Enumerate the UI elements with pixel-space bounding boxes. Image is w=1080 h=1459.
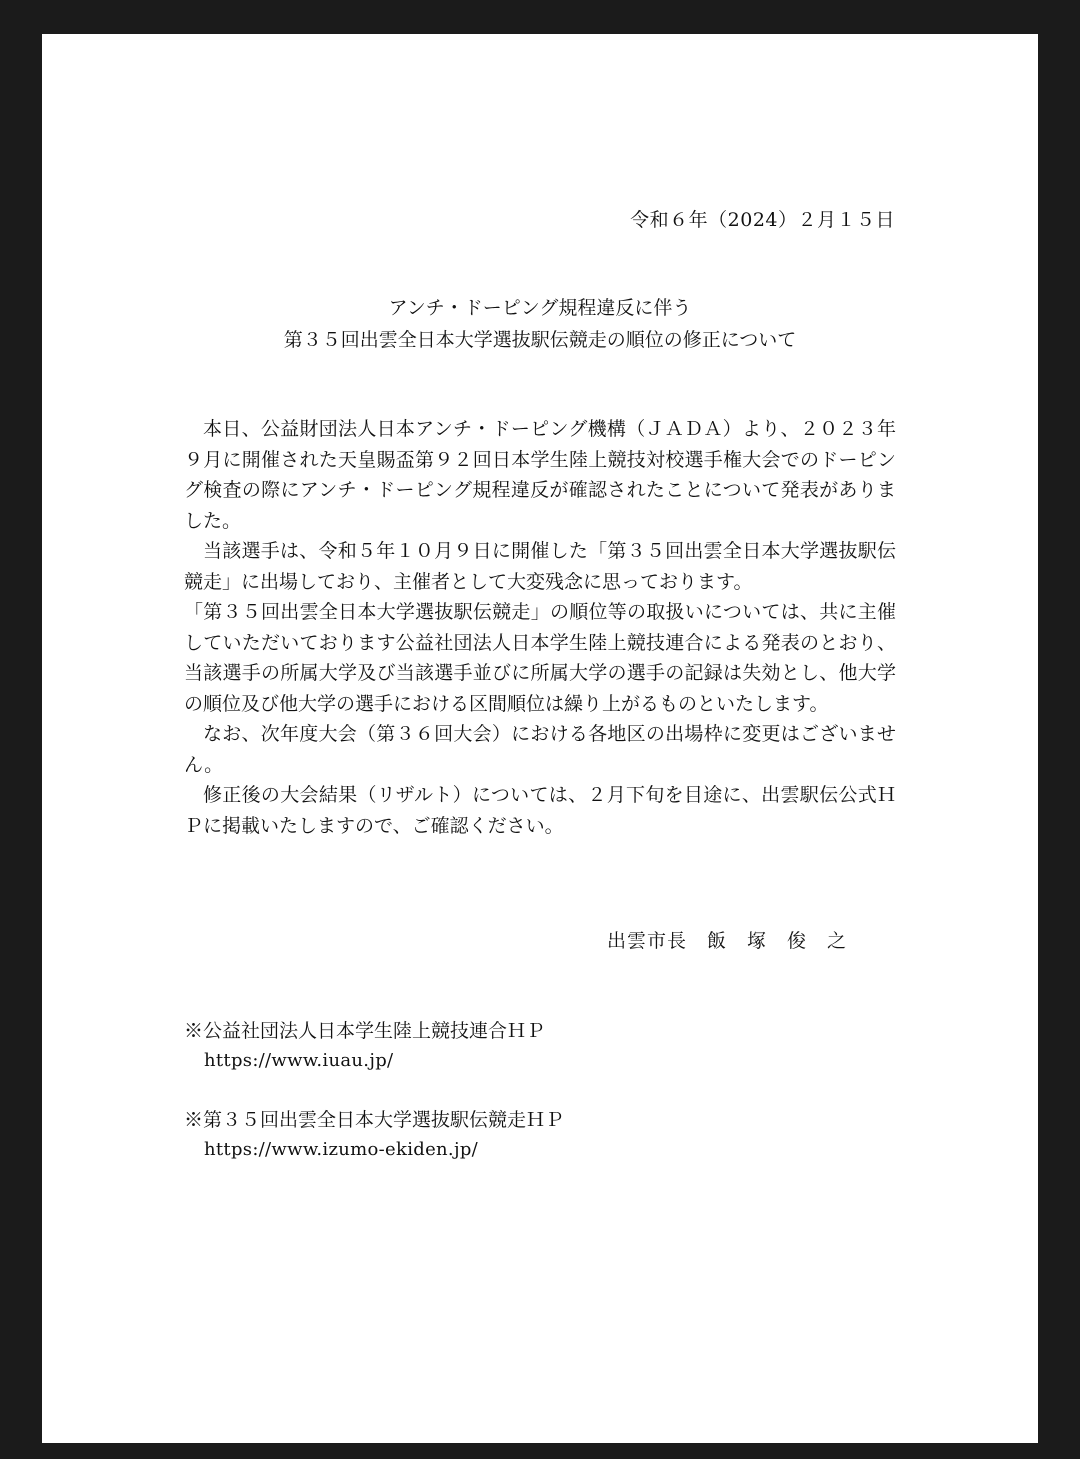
note-iuau (184, 1016, 545, 1076)
signature: 出雲市長 飯 塚 俊 之 (607, 930, 848, 952)
note-izumo-ekiden-label: ※第３５回出雲全日本大学選抜駅伝競走ＨＰ (184, 1109, 565, 1131)
title-line-1: アンチ・ドーピング規程違反に伴う (388, 297, 692, 319)
note-izumo-ekiden (184, 1105, 564, 1165)
title-line-2: 第３５回出雲全日本大学選抜駅伝競走の順位の修正について (283, 329, 797, 351)
note-iuau-label: ※公益社団法人日本学生陸上競技連合ＨＰ (184, 1020, 546, 1042)
note-izumo-ekiden-url: https://www.izumo-ekiden.jp/ (204, 1139, 479, 1160)
note-iuau-url: https://www.iuau.jp/ (204, 1050, 394, 1071)
body-paragraph-5: 修正後の大会結果（リザルト）については、２月下旬を目途に、出雲駅伝公式ＨＰに掲載いたしますので、ご確認ください。 (184, 784, 896, 837)
document-body (184, 414, 896, 841)
body-paragraph-4: なお、次年度大会（第３６回大会）における各地区の出場枠に変更はございません。 (184, 723, 896, 776)
document-title (42, 292, 1038, 356)
document-date: 令和６年（2024）２月１５日 (630, 209, 895, 231)
body-paragraph-1: 本日、公益財団法人日本アンチ・ドーピング機構（ＪＡＤＡ）より、２０２３年９月に開催された天皇賜盃第９２回日本学生陸上競技対校選手権大会でのドーピング検査の際にアンチ・ドーピング規程違反が確認されたことについて発表がありました。 (184, 418, 896, 532)
document-page (42, 34, 1038, 1443)
body-paragraph-3: 「第３５回出雲全日本大学選抜駅伝競走」の順位等の取扱いについては、共に主催していただいております公益社団法人日本学生陸上競技連合による発表のとおり、当該選手の所属大学及び当該選手並びに所属大学の選手の記録は失効とし、他大学の順位及び他大学の選手における区間順位は繰り上がるものといたします。 (184, 601, 896, 715)
body-paragraph-2: 当該選手は、令和５年１０月９日に開催した「第３５回出雲全日本大学選抜駅伝競走」に出場しており、主催者として大変残念に思っております。 (184, 540, 896, 593)
